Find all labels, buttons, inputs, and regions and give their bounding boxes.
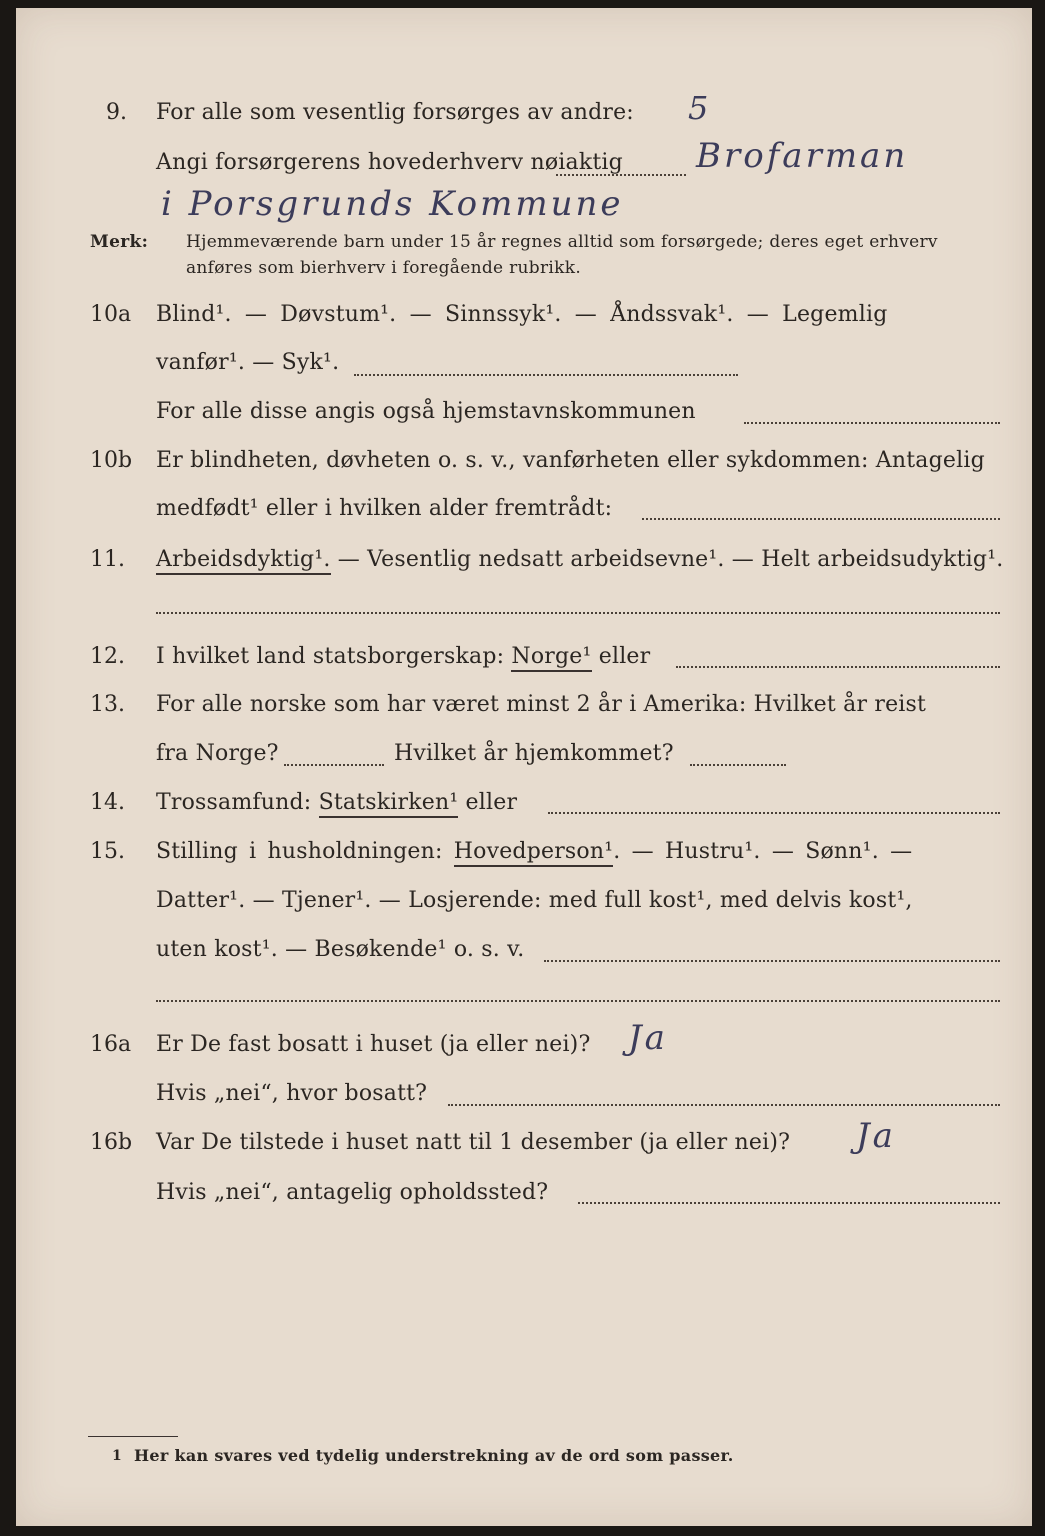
q10a-home-fill-line [744, 422, 1000, 424]
q15-prompt: Stilling i husholdningen: [156, 839, 454, 864]
merk-line2: anføres som bierhverv i foregående rubrikk. [186, 258, 582, 278]
q15-other-options: . — Hustru¹. — Sønn¹. — [613, 839, 913, 864]
q9-handwritten-occupation: Brofarman [696, 136, 909, 176]
q16a-handwritten-answer: Ja [628, 1018, 668, 1058]
q15-selected-option: Hovedperson¹ [454, 839, 614, 867]
q10b-line2: medfødt¹ eller i hvilken alder fremtrådt: [156, 496, 613, 521]
q10a-line1: Blind¹. — Døvstum¹. — Sinnssyk¹. — Åndssvak¹. — Legemlig [156, 302, 888, 327]
q14-suffix: eller [458, 790, 518, 815]
q15-line1 [156, 837, 912, 867]
q15-fill-line [544, 960, 1000, 962]
q10b-line1: Er blindheten, døvheten o. s. v., vanførheten eller sykdommen: Antagelig [156, 448, 985, 473]
footnote-mark: 1 [112, 1448, 123, 1464]
merk-label: Merk: [90, 232, 149, 252]
q10a-line3: For alle disse angis også hjemstavnskommunen [156, 399, 696, 424]
q15-number: 15. [90, 839, 125, 864]
q12-prompt: I hvilket land statsborgerskap: [156, 644, 512, 669]
q12-fill-line [676, 666, 1000, 668]
q9-number: 9. [106, 100, 127, 125]
q16b-fill-line [578, 1202, 1000, 1204]
q16b-number: 16b [90, 1130, 133, 1155]
q10b-fill-line [642, 518, 1000, 520]
q16b-line1: Var De tilstede i huset natt til 1 desember (ja eller nei)? [156, 1130, 791, 1155]
q13-line2a: fra Norge? [156, 741, 279, 766]
q9-handwritten-municipality: i Porsgrunds Kommune [161, 184, 624, 224]
q14-fill-line [548, 812, 1000, 814]
q16a-line2: Hvis „nei“, hvor bosatt? [156, 1081, 428, 1106]
q15-blank-line [156, 1000, 1000, 1002]
q9-line1: For alle som vesentlig forsørges av andre: [156, 100, 634, 125]
q12-suffix: eller [591, 644, 651, 669]
q9-fill-line [556, 174, 686, 176]
q11-number: 11. [90, 547, 125, 572]
q16a-line1: Er De fast bosatt i huset (ja eller nei)? [156, 1032, 591, 1057]
q13-line2b: Hvilket år hjemkommet? [394, 741, 674, 766]
q13-year-returned-fill [690, 764, 786, 766]
q11-blank-line [156, 612, 1000, 614]
footnote-text: Her kan svares ved tydelig understrekning av de ord som passer. [134, 1446, 734, 1465]
q14-selected-option: Statskirken¹ [319, 790, 459, 818]
q15-line2: Datter¹. — Tjener¹. — Losjerende: med full kost¹, med delvis kost¹, [156, 888, 913, 913]
footnote-rule [88, 1436, 178, 1437]
q15-line3: uten kost¹. — Besøkende¹ o. s. v. [156, 937, 525, 962]
q10b-number: 10b [90, 448, 133, 473]
q12-number: 12. [90, 644, 125, 669]
q16a-number: 16a [90, 1032, 132, 1057]
q9-line2: Angi forsørgerens hovederhverv nøiaktig [156, 150, 623, 175]
q13-year-left-fill [284, 764, 384, 766]
q11-line [156, 545, 1003, 575]
q14-line [156, 788, 517, 818]
q16b-line2: Hvis „nei“, antagelig opholdssted? [156, 1180, 549, 1205]
q10a-fill-line [354, 374, 738, 376]
q10a-number: 10a [90, 302, 132, 327]
q11-selected-option: Arbeidsdyktig¹. [156, 547, 331, 575]
q10a-line2: vanfør¹. — Syk¹. [156, 350, 340, 375]
q16a-fill-line [448, 1104, 1000, 1106]
q13-number: 13. [90, 692, 125, 717]
q14-prompt: Trossamfund: [156, 790, 319, 815]
q11-other-options: — Vesentlig nedsatt arbeidsevne¹. — Helt arbeidsudyktig¹. [330, 547, 1004, 572]
q16b-handwritten-answer: Ja [856, 1116, 896, 1156]
merk-line1: Hjemmeværende barn under 15 år regnes alltid som forsørgede; deres eget erhverv [186, 232, 938, 252]
q13-line1: For alle norske som har været minst 2 år i Amerika: Hvilket år reist [156, 692, 927, 717]
q12-selected-option: Norge¹ [511, 644, 591, 672]
q14-number: 14. [90, 790, 125, 815]
census-form-page [16, 8, 1032, 1526]
q12-line [156, 642, 650, 672]
q9-handwritten-count: 5 [688, 89, 712, 127]
